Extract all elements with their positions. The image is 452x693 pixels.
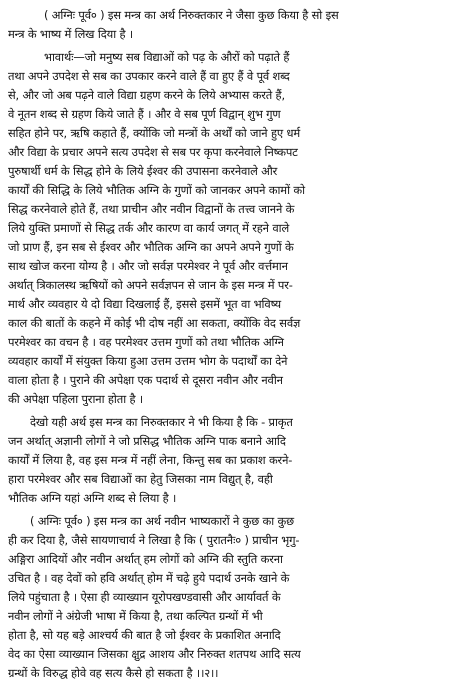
text-line: से, और जो अब पढ़ने वाले विद्या ग्रहण करने के लिये अभ्यास करते हैं, bbox=[8, 88, 285, 102]
text-line: जन अर्थात् अज्ञानी लोगों ने जो प्रसिद्ध भौतिक अग्नि पाक बनाने आदि bbox=[8, 434, 286, 448]
paragraph-nirukta bbox=[8, 413, 444, 508]
text-line: सहित होने पर, ऋषि कहाते हैं, क्योंकि जो मन्त्रों के अर्थों को जाने हुए धर्म bbox=[8, 126, 300, 140]
text-line: हारा परमेश्वर और सब विद्याओं का हेतु जिसका नाम विद्युत् है, वही bbox=[8, 472, 273, 486]
text-line: काल की बातों के कहने में कोई भी दोष नहीं आ सकता, क्योंकि वेद सर्वज्ञ bbox=[8, 316, 301, 330]
text-line: की अपेक्षा पहिला पुराना होता है । bbox=[8, 392, 144, 406]
text-line: भावार्थः—जो मनुष्य सब विद्याओं को पढ़ के औरों को पढ़ाते हैं bbox=[44, 50, 290, 64]
paragraph-navin bbox=[8, 512, 444, 683]
paragraph-bhavarth bbox=[8, 48, 444, 409]
text-line: देखो यही अर्थ इस मन्त्र का निरुक्तकार ने भी किया है कि - प्राकृत bbox=[30, 415, 293, 429]
text-line: लिये पहुंचाता है । ऐसा ही व्याख्यान यूरोपखण्डवासी और आर्यावर्त के bbox=[8, 590, 281, 604]
text-line: ( अग्निः पूर्व० ) इस मन्त्र का अर्थ नवीन भाष्यकारों ने कुछ का कुछ bbox=[30, 514, 294, 528]
text-line: वाला होता है । पुराने की अपेक्षा एक पदार्थ से दूसरा नवीन और नवीन bbox=[8, 373, 283, 387]
paragraph-intro bbox=[8, 6, 444, 44]
text-line: भौतिक अग्नि यहां अग्नि शब्द से लिया है । bbox=[8, 491, 177, 505]
text-line: व्यवहार कार्यों में संयुक्त किया हुआ उत्तम उत्तम भोग के पदार्थों का देने bbox=[8, 354, 288, 368]
text-line: पुरुषार्थी धर्म के सिद्ध होने के लिये ईश्वर की उपासना करनेवाले और bbox=[8, 164, 278, 178]
text-line: वे नूतन शब्द से ग्रहण किये जाते हैं । और वे सब पूर्ण विद्वान् शुभ गुण bbox=[8, 107, 281, 121]
text-line: वेद का ऐसा व्याख्यान जिसका क्षुद्र आशय और निरुक्त शतपथ आदि सत्य bbox=[8, 647, 301, 661]
text-line: ( अग्निः पूर्व० ) इस मन्त्र का अर्थ निरुक्तकार ने जैसा कुछ किया है सो इस bbox=[44, 8, 339, 22]
text-line: कार्यों की सिद्धि के लिये भौतिक अग्नि के गुणों को जानकर अपने कामों को bbox=[8, 183, 305, 197]
text-line: सिद्ध करनेवाले होते हैं, तथा प्राचीन और नवीन विद्वानों के तत्त्व जानने के bbox=[8, 202, 295, 216]
text-line: उचित है । वह देवों को हवि अर्थात् होम में चढ़े हुये पदार्थ उनके खाने के bbox=[8, 571, 290, 585]
text-line: परमेश्वर का वचन है । वह परमेश्वर उत्तम गुणों को तथा भौतिक अग्नि bbox=[8, 335, 284, 349]
text-line: अर्थात् त्रिकालस्थ ऋषियों को अपने सर्वज्ञपन से जान के इस मन्त्र में पर- bbox=[8, 278, 293, 292]
text-line: ही कर दिया है, जैसे सायणाचार्य ने लिखा है कि ( पुरातनैः० ) प्राचीन भृगु- bbox=[8, 533, 300, 547]
text-line: मन्त्र के भाष्य में लिख दिया है । bbox=[8, 27, 134, 41]
text-line: ग्रन्थों के विरुद्ध होवे वह सत्य कैसे हो सकता है ।।२।। bbox=[8, 666, 219, 680]
text-line: कार्यों में लिया है, वह इस मन्त्र में नहीं लेना, किन्तु सब का प्रकाश करने- bbox=[8, 453, 293, 467]
text-line: लिये युक्ति प्रमाणों से सिद्ध तर्क और कारण वा कार्य जगत् में रहने वाले bbox=[8, 221, 290, 235]
text-line: जो प्राण हैं, इन सब से ईश्वर और भौतिक अग्नि का अपने अपने गुणों के bbox=[8, 240, 294, 254]
text-line: होता है, सो यह बड़े आश्चर्य की बात है जो ईश्वर के प्रकाशित अनादि bbox=[8, 628, 281, 642]
text-line: मार्थ और व्यवहार ये दो विद्या दिखलाई हैं, इससे इसमें भूत वा भविष्य bbox=[8, 297, 281, 311]
text-line: तथा अपने उपदेश से सब का उपकार करने वाले हैं वा हुए हैं वे पूर्व शब्द bbox=[8, 69, 290, 83]
text-line: साथ खोज करना योग्य है । और जो सर्वज्ञ परमेश्वर ने पूर्व और वर्त्तमान bbox=[8, 259, 288, 273]
text-line: नवीन लोगों ने अंग्रेजी भाषा में किया है, तथा कल्पित ग्रन्थों में भी bbox=[8, 609, 263, 623]
text-line: अङ्गिरा आदियों और नवीन अर्थात् हम लोगों को अग्नि की स्तुति करना bbox=[8, 552, 283, 566]
text-line: और विद्या के प्रचार अपने सत्य उपदेश से सब पर कृपा करनेवाले निष्कपट bbox=[8, 145, 298, 159]
